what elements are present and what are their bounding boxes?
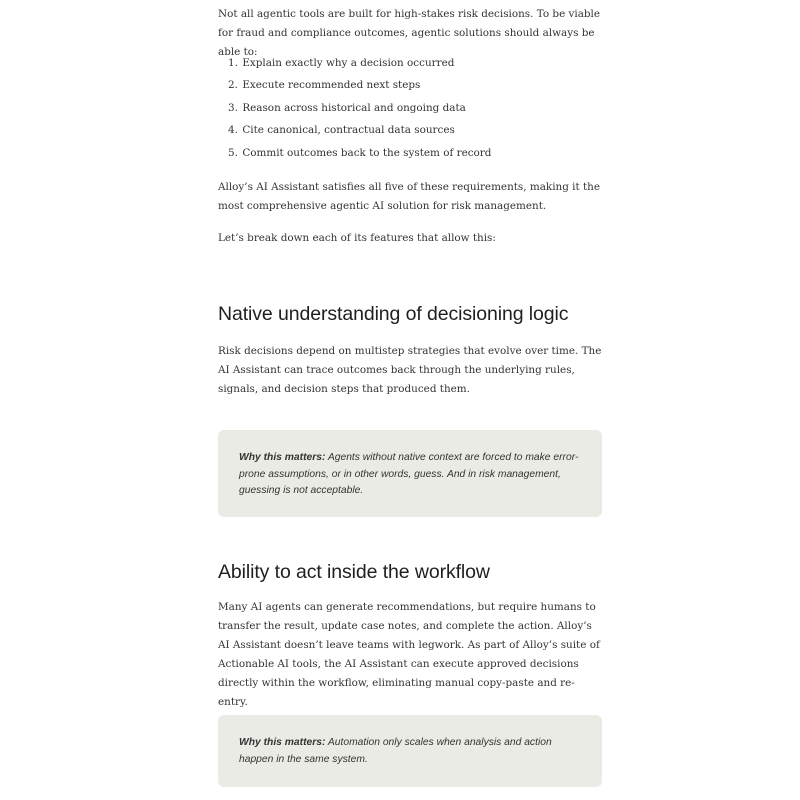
section-heading-decisioning: Native understanding of decisioning logic [218,303,569,325]
callout-lead: Why this matters: [239,737,326,748]
section-heading-workflow: Ability to act inside the workflow [218,561,490,583]
transition-paragraph: Let’s break down each of its features that allow this: [218,232,496,244]
list-item: 4. Cite canonical, contractual data sources [228,124,455,137]
requirements-list [218,56,602,168]
callout-lead: Why this matters: [239,452,326,463]
why-this-matters-callout [218,715,602,787]
section-body-decisioning: Risk decisions depend on multistep strategies that evolve over time. The AI Assistant can trace outcomes back through the underlying rules, signals, and decision steps that produced them. [218,345,602,395]
list-item: 2. Execute recommended next steps [228,79,421,92]
list-item: 3. Reason across historical and ongoing data [228,101,466,114]
why-this-matters-callout [218,430,602,517]
callout-text: Why this matters: Automation only scales when analysis and action happen in the same system. [239,737,552,765]
section-body-workflow: Many AI agents can generate recommendations, but require humans to transfer the result, update case notes, and complete the action. Alloy’s AI Assistant doesn’t leave teams with legwork. As part of Alloy’s suite of Actionable AI tools, the AI Assistant can execute approved decisions directly within the workflow, eliminating manual copy-paste and re-entry. [218,601,600,708]
summary-paragraph: Alloy’s AI Assistant satisfies all five of these requirements, making it the most comprehensive agentic AI solution for risk management. [218,181,601,212]
intro-paragraph: Not all agentic tools are built for high-stakes risk decisions. To be viable for fraud and compliance outcomes, agentic solutions should always be able to: [218,8,601,58]
list-item: 1. Explain exactly why a decision occurred [228,57,455,69]
callout-text: Why this matters: Agents without native context are forced to make error-prone assumptions, or in other words, guess. And in risk management, guessing is not acceptable. [239,452,579,496]
list-item: 5. Commit outcomes back to the system of record [228,146,492,159]
